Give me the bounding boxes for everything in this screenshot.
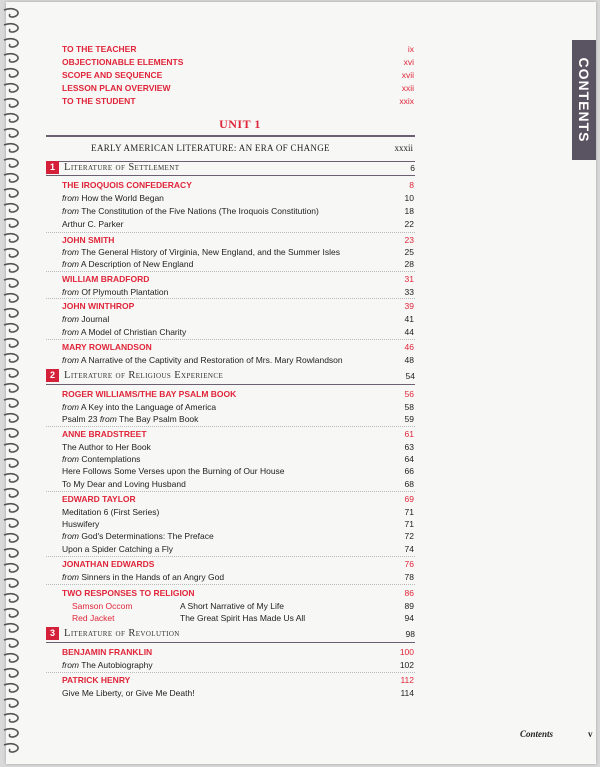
spiral-coil [4,159,18,167]
unit-subtitle-bar [46,135,415,162]
spiral-coil [4,699,18,707]
page-number: v [588,729,593,739]
section-number-badge: 2 [46,369,59,382]
spiral-coil [4,594,18,602]
toc-entry-lesson-plan-overview[interactable]: LESSON PLAN OVERVIEW xxii [62,83,414,93]
spiral-coil [4,654,18,662]
section-page: 98 [405,629,415,639]
toc-work[interactable]: Samson Occom A Short Narrative of My Life 89 [72,601,414,611]
section-number-badge: 3 [46,627,59,640]
spiral-coil [4,474,18,482]
toc-author-patrick-henry[interactable]: PATRICK HENRY 112 [62,675,414,685]
toc-author-anne-bradstreet[interactable]: ANNE BRADSTREET 61 [62,429,414,439]
section-3-header[interactable] [46,627,415,641]
spiral-coil [4,579,18,587]
spiral-coil [4,609,18,617]
spiral-coil [4,69,18,77]
spiral-coil [4,504,18,512]
toc-work[interactable]: Psalm 23 from The Bay Psalm Book 59 [62,414,414,424]
toc-author-mary-rowlandson[interactable]: MARY ROWLANDSON 46 [62,342,414,352]
toc-entry-scope-and-sequence[interactable]: SCOPE AND SEQUENCE xvii [62,70,414,80]
footer-label: Contents [520,729,554,739]
section-1-header[interactable] [46,161,415,175]
toc-work[interactable]: Red Jacket The Great Spirit Has Made Us All 94 [72,613,414,623]
toc-work[interactable]: Here Follows Some Verses upon the Burning of Our House 66 [62,466,414,476]
spiral-coil [4,264,18,272]
spiral-coil [4,459,18,467]
spiral-coil [4,399,18,407]
toc-work[interactable]: from A Description of New England 28 [62,259,414,269]
toc-work[interactable]: Arthur C. Parker 22 [62,219,414,229]
toc-author-john-winthrop[interactable]: JOHN WINTHROP 39 [62,301,414,311]
spiral-coil [4,309,18,317]
toc-work[interactable]: from Sinners in the Hands of an Angry God 78 [62,572,414,582]
section-divider [46,175,415,176]
spiral-coil [4,549,18,557]
toc-author-benjamin-franklin[interactable]: BENJAMIN FRANKLIN 100 [62,647,414,657]
spiral-coil [4,279,18,287]
spiral-coil [4,54,18,62]
toc-entry-objectionable-elements[interactable]: OBJECTIONABLE ELEMENTS xvi [62,57,414,67]
section-title: Literature of Settlement [64,162,180,173]
spiral-coil [4,639,18,647]
toc-author-edward-taylor[interactable]: EDWARD TAYLOR 69 [62,494,414,504]
spiral-coil [4,39,18,47]
spiral-coil [4,489,18,497]
toc-work[interactable]: from Of Plymouth Plantation 33 [62,287,414,297]
spiral-coil [4,624,18,632]
work-author: Samson Occom [72,601,133,611]
toc-author-roger-williams[interactable]: ROGER WILLIAMS/THE BAY PSALM BOOK 56 [62,389,414,399]
spiral-coil [4,219,18,227]
spiral-coil [4,339,18,347]
toc-work[interactable]: from How the World Began 10 [62,193,414,203]
spiral-binding [0,0,26,767]
section-page: 54 [405,371,415,381]
toc-work[interactable]: from The General History of Virginia, New England, and the Summer Isles 25 [62,247,414,257]
unit-subtitle-page: xxxii [394,143,413,153]
dotted-divider [46,672,415,673]
spiral-coil [4,384,18,392]
spiral-coil [4,714,18,722]
spiral-coil [4,534,18,542]
section-title: Literature of Religious Experience [64,370,224,381]
contents-tab-label: CONTENTS [576,57,592,143]
toc-author-john-smith[interactable]: JOHN SMITH 23 [62,235,414,245]
spiral-coil [4,84,18,92]
spiral-coil [4,249,18,257]
spiral-coil [4,444,18,452]
toc-work[interactable]: Upon a Spider Catching a Fly 74 [62,544,414,554]
toc-work[interactable]: Huswifery 71 [62,519,414,529]
toc-work[interactable]: from Contemplations 64 [62,454,414,464]
toc-work[interactable]: from Journal 41 [62,314,414,324]
spiral-coil [4,24,18,32]
toc-work[interactable]: To My Dear and Loving Husband 68 [62,479,414,489]
spiral-coil [4,9,18,17]
toc-entry-to-the-teacher[interactable]: TO THE TEACHER ix [62,44,414,54]
spiral-coil [4,429,18,437]
section-divider [46,384,415,385]
spiral-coil [4,99,18,107]
toc-entry-to-the-student[interactable]: TO THE STUDENT xxix [62,96,414,106]
spiral-coil [4,129,18,137]
unit-subtitle: EARLY AMERICAN LITERATURE: AN ERA OF CHANGE [91,143,330,153]
toc-work[interactable]: from A Model of Christian Charity 44 [62,327,414,337]
dotted-divider [46,426,415,427]
toc-work[interactable]: Give Me Liberty, or Give Me Death! 114 [62,688,414,698]
dotted-divider [46,556,415,557]
section-title: Literature of Revolution [64,628,180,639]
spiral-coil [4,294,18,302]
toc-work[interactable]: from The Autobiography 102 [62,660,414,670]
spiral-coil [4,144,18,152]
spiral-coil [4,564,18,572]
toc-work[interactable]: Meditation 6 (First Series) 71 [62,507,414,517]
section-number-badge: 1 [46,161,59,174]
toc-work[interactable]: The Author to Her Book 63 [62,442,414,452]
spiral-coil [4,204,18,212]
spiral-coil [4,114,18,122]
spiral-coil [4,669,18,677]
toc-work[interactable]: from A Narrative of the Captivity and Restoration of Mrs. Mary Rowlandson 48 [62,355,414,365]
unit-title: UNIT 1 [219,117,261,131]
toc-work[interactable]: from A Key into the Language of America 58 [62,402,414,412]
dotted-divider [46,298,415,299]
dotted-divider [46,271,415,272]
spiral-coil [4,684,18,692]
section-divider [46,642,415,643]
spiral-coil [4,234,18,242]
toc-author-iroquois[interactable]: THE IROQUOIS CONFEDERACY 8 [62,180,414,190]
page-footer [520,729,593,739]
spiral-coil [4,414,18,422]
toc-author-jonathan-edwards[interactable]: JONATHAN EDWARDS 76 [62,559,414,569]
spiral-coil [4,744,18,752]
spiral-coil [4,324,18,332]
dotted-divider [46,232,415,233]
spiral-coil [4,519,18,527]
dotted-divider [46,491,415,492]
dotted-divider [46,584,415,585]
contents-tab [572,40,596,160]
toc-work[interactable]: from The Constitution of the Five Nations (The Iroquois Constitution) 18 [62,206,414,216]
section-page: 6 [410,163,415,173]
section-2-header[interactable] [46,369,415,383]
toc-author-william-bradford[interactable]: WILLIAM BRADFORD 31 [62,274,414,284]
spiral-coil [4,369,18,377]
toc-work[interactable]: from God's Determinations: The Preface 72 [62,531,414,541]
spiral-coil [4,354,18,362]
spiral-coil [4,729,18,737]
spiral-coil [4,189,18,197]
dotted-divider [46,339,415,340]
spiral-coil [4,174,18,182]
toc-author-two-responses[interactable]: TWO RESPONSES TO RELIGION 86 [62,588,414,598]
work-author: Red Jacket [72,613,115,623]
